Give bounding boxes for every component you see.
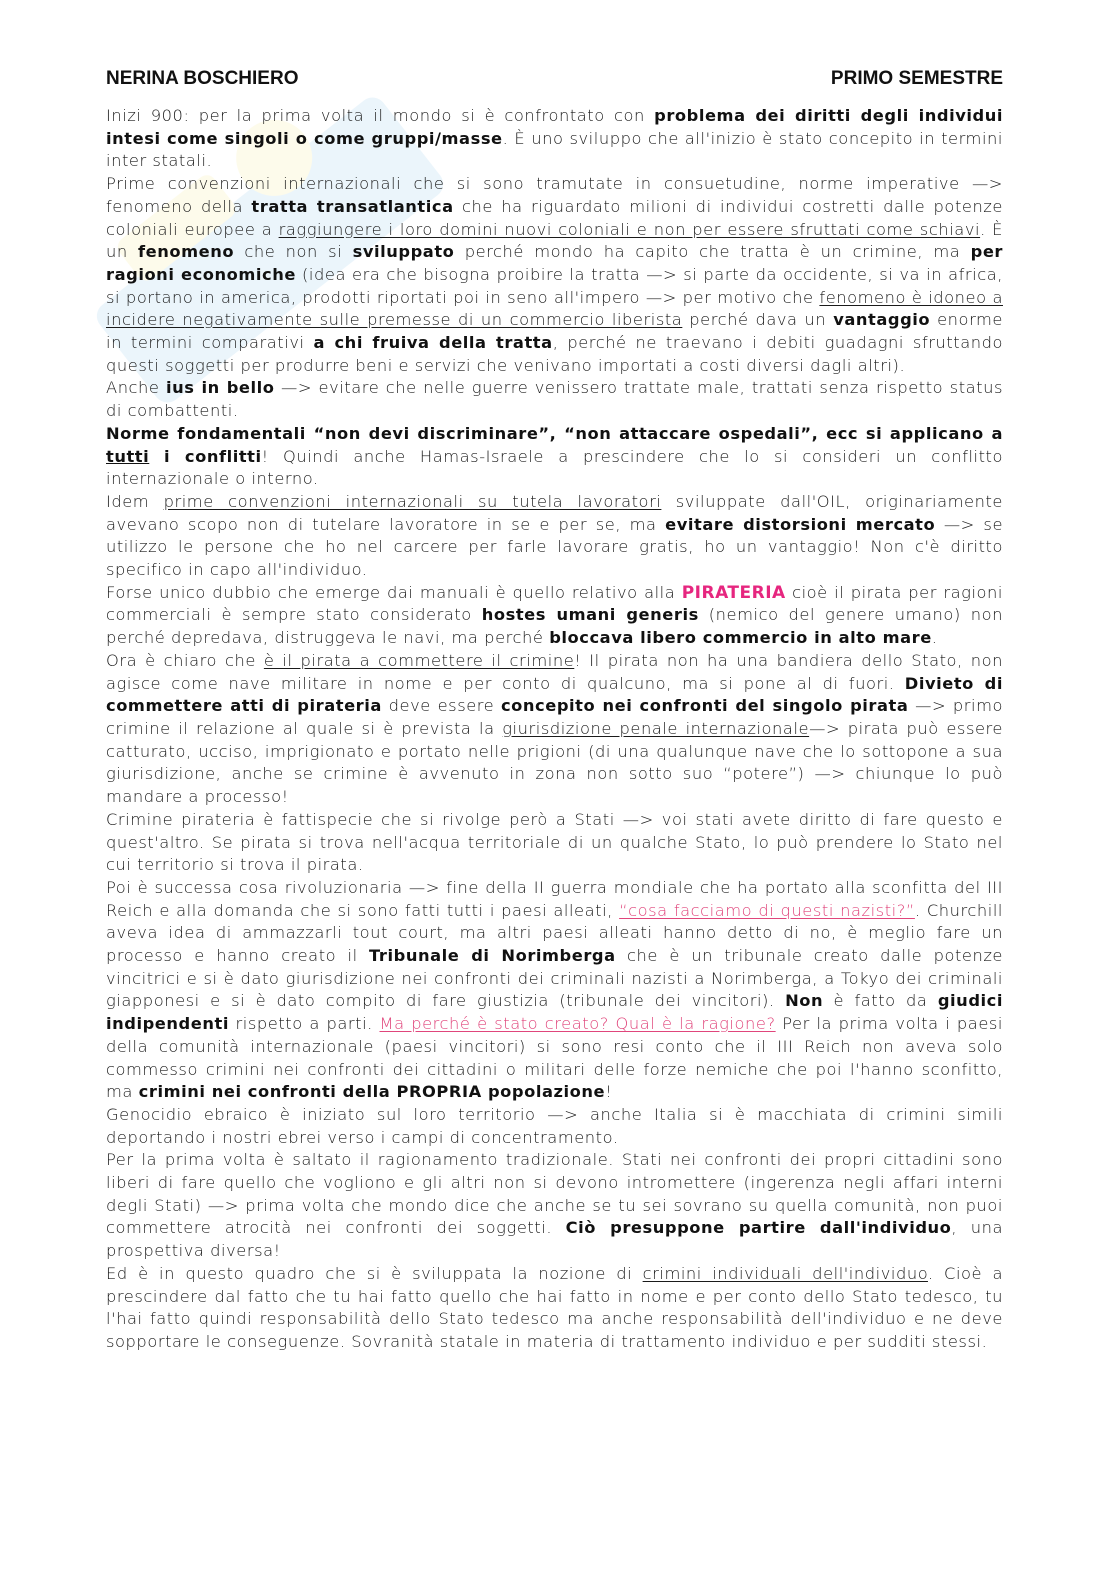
bold-text: Tribunale di Norimberga (369, 946, 616, 966)
bold-text: Divieto di commettere atti di pirateria (106, 673, 1003, 716)
text-run: ! (605, 1082, 613, 1102)
text-run: ! Il pirata non ha una bandiera dello Stato, non agisce come nave militare in nome e per conto di qualcuno, ma si pone al di fuori. (106, 650, 1003, 693)
paragraph (106, 423, 1003, 491)
text-run: cioè il pirata per ragioni commerciali è sempre stato considerato (106, 582, 1003, 625)
highlighted-keyword: PIRATERIA (681, 582, 786, 603)
underlined-text: fenomeno è idoneo a incidere negativamente sulle premesse di un commercio liberista (106, 287, 1003, 330)
paragraph (106, 650, 1003, 809)
document-body (106, 105, 1003, 1354)
text-run: Per la prima volta i paesi della comunità internazionale (paesi vincitori) si sono resi conto che il III Reich non aveva solo commesso crimini nei confronti dei cittadini o militari delle forze nemiche che poi l'hanno sconfitto, ma (106, 1014, 1003, 1102)
underlined-text: giurisdizione penale internazionale (502, 718, 810, 738)
paragraph (106, 809, 1003, 877)
text-run: , una prospettiva diversa! (106, 1218, 1003, 1261)
text-run: è fatto da (823, 991, 938, 1011)
text-run: . Cioè a prescindere dal fatto che tu hai fatto quello che hai fatto in nome e per conto dello Stato tedesco, tu l'hai fatto quindi responsabilità dello Stato tedesco ma anche responsabilità dell'individuo e ne deve sopportare le conseguenze. Sovranità statale in materia di trattamento individuo e per sudditi stessi. (106, 1263, 1004, 1351)
text-run: Genocidio ebraico è iniziato sul loro territorio —> anche Italia si è macchiata di crimini simili deportando i nostri ebrei verso i campi di concentramento. (106, 1104, 1003, 1147)
text-run: perché mondo ha capito che tratta è un crimine, ma (454, 242, 971, 262)
text-run: (idea era che bisogna proibire la tratta —> si parte da occidente, si va in africa, si portano in america, prodotti riportati poi in seno all'impero —> per motivo che (106, 264, 1003, 307)
underlined-text: crimini individuali dell'individuo (642, 1263, 928, 1283)
paragraph (106, 582, 1003, 650)
highlighted-question: Ma perché è stato creato? Qual è la ragione? (379, 1014, 776, 1034)
text-run: Anche (106, 378, 166, 398)
text-run: —> pirata può essere catturato, ucciso, imprigionato e portato nelle prigioni (di una qualunque nave che lo sottopone a sua giurisdizione, anche se crimine è avvenuto in zona non sotto suo “potere”) —> chiunque lo può mandare a processo! (106, 718, 1004, 807)
text-run: rispetto a parti. (228, 1014, 380, 1034)
bold-text: per ragioni economiche (106, 242, 1003, 284)
text-run: sviluppate dall'OIL, originariamente avevano scopo non di tutelare lavoratore in se e per se, ma (106, 491, 1003, 534)
text-run: Poi è successa cosa rivoluzionaria —> fine della II guerra mondiale che ha portato alla sconfitta del III Reich e alla domanda che si sono fatti tutti i paesi alleati, (106, 877, 1003, 920)
bold-text: Ciò presuppone partire dall'individuo (565, 1218, 952, 1238)
bold-text: crimini nei confronti della PROPRIA popolazione (138, 1082, 606, 1102)
text-run: Prime convenzioni internazionali che si sono tramutate in consuetudine, norme imperative —> fenomeno della (106, 174, 1003, 216)
bold-text: bloccava libero commercio in alto mare (549, 628, 932, 648)
bold-text: hostes umani generis (481, 605, 699, 625)
paragraph (106, 877, 1003, 1104)
paragraph (106, 491, 1003, 582)
text-run: —> se utilizzo le persone che ho nel carcere per farle lavorare gratis, ho un vantaggio! Non c'è diritto specifico in capo all'individuo. (106, 514, 1004, 580)
underlined-text: raggiungere i loro domini nuovi coloniali e non per essere sfruttati come schiavi (278, 219, 981, 239)
bold-text: concepito nei confronti del singolo pirata (500, 696, 909, 716)
bold-text: giudici indipendenti (106, 991, 1003, 1034)
text-run: Inizi 900: per la prima volta il mondo si è confrontato con (106, 106, 655, 125)
bold-text: i conflitti (149, 446, 262, 466)
text-run: —> primo crimine il relazione al quale si è prevista la (106, 696, 1003, 738)
text-run: ! Quindi anche Hamas-Israele a prescindere che lo si consideri un conflitto internazionale o interno. (106, 446, 1003, 489)
bold-text: fenomeno (138, 242, 235, 262)
text-run: (nemico del genere umano) non perché depredava, distruggeva le navi, ma perché (106, 605, 1003, 648)
text-run: Idem (106, 491, 164, 511)
paragraph (106, 1104, 1003, 1149)
text-run: deve essere (381, 696, 501, 716)
text-run: che ha riguardato milioni di individui costretti dalle potenze coloniali europee a (106, 196, 1003, 239)
text-run: che è un tribunale creato dalle potenze vincitrici e si è dato giurisdizione nei confronti dei criminali nazisti a Norimberga, a Tokyo dei criminali giapponesi e si è dato compito di fare giustizia (tribunale dei vincitori). (106, 946, 1004, 1011)
paragraph (106, 377, 1003, 422)
bold-text: ius in bello (165, 378, 275, 398)
text-run: Per la prima volta è saltato il ragionamento tradizionale. Stati nei confronti dei propri cittadini sono liberi di fare quello che vogliono e gli altri non si devono intromettere (ingerenza negli affari interni degli Stati) —> prima volta che mondo dice che anche se tu sei sovrano su quella comunità, non puoi commettere atrocità nei confronti dei soggetti. (106, 1150, 1003, 1238)
bold-text: vantaggio (833, 310, 931, 330)
bold-text: problema dei diritti degli individui intesi come singoli o come gruppi/masse (106, 106, 1003, 148)
bold-text: evitare distorsioni mercato (665, 514, 936, 534)
text-run: enorme in termini comparativi (106, 310, 1003, 353)
bold-underlined-text: tutti (106, 446, 150, 466)
bold-text: sviluppato (352, 242, 455, 262)
text-run: . (931, 628, 938, 648)
text-run: —> evitare che nelle guerre venissero trattate male, trattati senza rispetto status di combattenti. (106, 378, 1003, 421)
text-run: Ed è in questo quadro che si è sviluppata la nozione di (106, 1263, 643, 1283)
text-run: Crimine pirateria è fattispecie che si rivolge però a Stati —> voi stati avete diritto di fare questo e quest'altro. Se pirata si trova nell'acqua territoriale di un qualche Stato, lo può prendere lo Stato nel cui territorio si trova il pirata. (106, 809, 1003, 875)
text-run: . È un (106, 219, 1003, 262)
underlined-text: è il pirata a commettere il crimine (263, 650, 575, 670)
bold-text: Norme fondamentali “non devi discriminare”, “non attaccare ospedali”, ecc si applicano a (106, 423, 1003, 443)
paragraph (106, 1149, 1003, 1263)
highlighted-question: “cosa facciamo di questi nazisti?” (619, 900, 915, 920)
text-run: , perché ne traevano i debiti guadagni sfruttando questi soggetti per produrre beni e servizi che venivano importati a costi diversi dagli altri). (106, 333, 1004, 375)
author-name: NERINA BOSCHIERO (106, 68, 299, 89)
text-run: che non si (234, 242, 353, 262)
paragraph (106, 1263, 1003, 1354)
text-run: Ora è chiaro che (106, 650, 264, 670)
text-run: . È uno sviluppo che all'inizio è stato concepito in termini inter statali. (106, 128, 1003, 171)
bold-text: tratta transatlantica (251, 196, 454, 216)
underlined-text: prime convenzioni internazionali su tutela lavoratori (163, 491, 662, 511)
text-run: perché dava un (682, 310, 834, 330)
page-header (106, 68, 1003, 90)
paragraph (106, 173, 1003, 377)
semester-label: PRIMO SEMESTRE (830, 68, 1003, 89)
bold-text: Non (785, 991, 824, 1011)
bold-text: a chi fruiva della tratta (313, 333, 553, 353)
text-run: . Churchill aveva idea di ammazzarli tout court, ma altri paesi alleati hanno detto di no, è meglio fare un processo e hanno creato il (106, 900, 1003, 966)
paragraph (106, 105, 1003, 173)
text-run: Forse unico dubbio che emerge dai manuali è quello relativo alla (106, 582, 682, 602)
